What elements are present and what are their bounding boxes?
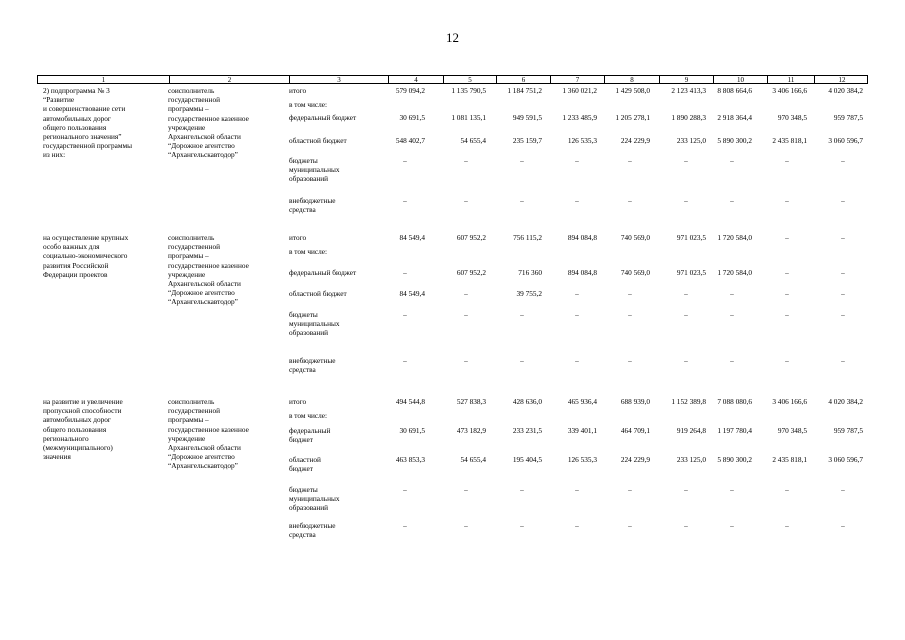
executor-text: “Дорожное агентство [168, 141, 235, 151]
section-title: развития Российской [43, 260, 109, 270]
amount-cell: 7 088 080,6 [717, 397, 752, 406]
section-title: регионального значения” [43, 132, 122, 141]
header-cell: 8 [604, 76, 659, 83]
empty-value: – [575, 356, 579, 365]
amount-cell: 494 544,8 [395, 397, 425, 406]
row-label: в том числе: [289, 411, 328, 420]
amount-cell: 607 952,2 [456, 268, 486, 277]
empty-value: – [730, 521, 734, 530]
empty-value: – [785, 521, 789, 530]
empty-value: – [841, 268, 845, 277]
row-label: средства [289, 205, 316, 215]
row-label: федеральный бюджет [289, 113, 357, 122]
section-title: пропускной способности [43, 406, 122, 416]
empty-value: – [628, 156, 632, 165]
empty-value: – [520, 521, 524, 530]
empty-value: – [464, 289, 468, 298]
amount-cell: 1 360 021,2 [562, 86, 597, 95]
row-label: бюджеты [289, 156, 318, 165]
amount-cell: 1 720 584,0 [717, 233, 752, 242]
row-label: итого [289, 397, 307, 406]
row-label: внебюджетные [289, 356, 336, 365]
amount-cell: 756 115,2 [513, 233, 542, 242]
row-label: внебюджетные [289, 521, 336, 530]
section-title: автомобильных дорог [43, 415, 111, 425]
amount-cell: 959 787,5 [833, 113, 863, 122]
amount-cell: 2 435 818,1 [772, 136, 807, 145]
amount-cell: 579 094,2 [395, 86, 425, 95]
empty-value: – [464, 310, 468, 319]
header-cell: 3 [289, 76, 388, 83]
amount-cell: 84 549,4 [399, 289, 425, 298]
row-label: бюджет [289, 435, 313, 445]
empty-value: – [785, 233, 789, 242]
amount-cell: 465 936,4 [567, 397, 597, 406]
empty-value: – [403, 356, 407, 365]
row-label: областной бюджет [289, 289, 347, 298]
row-label: федеральный бюджет [289, 268, 357, 277]
amount-cell: 2 435 818,1 [772, 455, 807, 464]
amount-cell: 473 182,9 [456, 426, 486, 435]
section-title: регионального [43, 433, 89, 443]
header-cell: 2 [169, 76, 289, 83]
executor-text: государственное казенное [168, 424, 249, 434]
empty-value: – [684, 485, 688, 494]
executor-text: государственной [168, 95, 221, 105]
executor-text: программы – [168, 415, 209, 425]
amount-cell: 716 360 [518, 268, 542, 277]
amount-cell: 3 060 596,7 [828, 136, 863, 145]
executor-text: соисполнитель [168, 233, 215, 242]
amount-cell: 607 952,2 [456, 233, 486, 242]
empty-value: – [575, 485, 579, 494]
row-label: областной [289, 455, 321, 464]
executor-text: соисполнитель [168, 86, 215, 95]
amount-cell: 894 084,8 [567, 268, 597, 277]
amount-cell: 2 123 413,3 [671, 86, 706, 95]
empty-value: – [464, 196, 468, 205]
section-title: государственной программы [43, 141, 133, 151]
header-cell: 12 [814, 76, 869, 83]
executor-text: программы – [168, 104, 209, 114]
row-label: итого [289, 86, 307, 95]
row-label: в том числе: [289, 100, 328, 109]
executor-text: “Дорожное агентство [168, 452, 235, 462]
section-title: значения [43, 452, 71, 462]
amount-cell: 894 084,8 [567, 233, 597, 242]
executor-text: программы – [168, 251, 209, 261]
empty-value: – [464, 156, 468, 165]
empty-value: – [841, 233, 845, 242]
empty-value: – [520, 156, 524, 165]
empty-value: – [684, 196, 688, 205]
section-title: общего пользования [43, 424, 107, 434]
empty-value: – [628, 521, 632, 530]
amount-cell: 30 691,5 [399, 426, 425, 435]
row-label: средства [289, 365, 316, 375]
section-title: из них: [43, 150, 66, 160]
header-cell: 11 [767, 76, 814, 83]
executor-text: Архангельской области [168, 132, 241, 141]
section-title: Федерации проектов [43, 269, 108, 279]
empty-value: – [628, 289, 632, 298]
row-label: образований [289, 328, 329, 338]
amount-cell: 688 939,0 [620, 397, 650, 406]
executor-text: государственной [168, 242, 221, 252]
executor-text: государственное казенное [168, 260, 249, 270]
empty-value: – [730, 156, 734, 165]
empty-value: – [684, 289, 688, 298]
row-label: средства [289, 530, 316, 540]
amount-cell: 463 853,3 [395, 455, 425, 464]
amount-cell: 949 591,5 [512, 113, 542, 122]
empty-value: – [464, 521, 468, 530]
row-label: итого [289, 233, 307, 242]
executor-text: соисполнитель [168, 397, 215, 406]
amount-cell: 1 233 485,9 [562, 113, 597, 122]
amount-cell: 5 890 300,2 [717, 455, 752, 464]
amount-cell: 2 918 364,4 [717, 113, 752, 122]
empty-value: – [520, 356, 524, 365]
amount-cell: 1 720 584,0 [717, 268, 752, 277]
row-label: федеральный [289, 426, 331, 435]
amount-cell: 3 406 166,6 [772, 86, 807, 95]
amount-cell: 8 808 664,6 [717, 86, 752, 95]
amount-cell: 4 020 384,2 [828, 397, 863, 406]
amount-cell: 339 401,1 [567, 426, 597, 435]
empty-value: – [403, 310, 407, 319]
empty-value: – [628, 196, 632, 205]
section-title: (межмуниципального) [43, 443, 113, 452]
amount-cell: 233 231,5 [512, 426, 542, 435]
amount-cell: 464 709,1 [620, 426, 650, 435]
amount-cell: 527 838,3 [456, 397, 486, 406]
amount-cell: 54 655,4 [460, 136, 486, 145]
header-cell: 4 [388, 76, 443, 83]
empty-value: – [684, 356, 688, 365]
section-title: 2) подпрограмма № 3 [43, 86, 110, 95]
empty-value: – [684, 310, 688, 319]
amount-cell: 1 184 751,2 [507, 86, 542, 95]
amount-cell: 4 020 384,2 [828, 86, 863, 95]
empty-value: – [684, 156, 688, 165]
executor-text: Архангельской области [168, 443, 241, 452]
amount-cell: 1 152 389,8 [671, 397, 706, 406]
header-cell: 7 [550, 76, 604, 83]
amount-cell: 224 229,9 [620, 455, 650, 464]
header-cell: 9 [659, 76, 713, 83]
executor-text: “Архангельскавтодор” [168, 461, 238, 471]
empty-value: – [628, 310, 632, 319]
empty-value: – [403, 196, 407, 205]
empty-value: – [684, 521, 688, 530]
header-cell: 5 [443, 76, 496, 83]
empty-value: – [730, 310, 734, 319]
empty-value: – [785, 289, 789, 298]
empty-value: – [730, 289, 734, 298]
header-cell: 6 [496, 76, 550, 83]
empty-value: – [785, 156, 789, 165]
amount-cell: 1 890 288,3 [671, 113, 706, 122]
empty-value: – [730, 356, 734, 365]
empty-value: – [841, 156, 845, 165]
empty-value: – [575, 289, 579, 298]
section-title: социально-экономического [43, 251, 128, 261]
row-label: образований [289, 503, 329, 513]
section-title: на развитие и увеличение [43, 397, 123, 406]
amount-cell: 971 023,5 [676, 268, 706, 277]
empty-value: – [841, 356, 845, 365]
amount-cell: 548 402,7 [395, 136, 425, 145]
amount-cell: 195 404,5 [512, 455, 542, 464]
empty-value: – [628, 485, 632, 494]
amount-cell: 959 787,5 [833, 426, 863, 435]
empty-value: – [841, 521, 845, 530]
section-title: “Развитие [43, 95, 75, 105]
executor-text: “Архангельскавтодор” [168, 297, 238, 307]
row-label: бюджеты [289, 310, 318, 319]
executor-text: государственное казенное [168, 113, 249, 123]
amount-cell: 126 535,3 [567, 136, 597, 145]
empty-value: – [403, 156, 407, 165]
section-title: и совершенствование сети [43, 104, 126, 114]
amount-cell: 970 348,5 [777, 426, 807, 435]
column-number-header [37, 75, 868, 84]
row-label: образований [289, 174, 329, 184]
executor-text: “Дорожное агентство [168, 288, 235, 298]
empty-value: – [841, 310, 845, 319]
empty-value: – [730, 485, 734, 494]
section-title: автомобильных дорог [43, 113, 111, 123]
amount-cell: 919 264,8 [676, 426, 706, 435]
amount-cell: 126 535,3 [567, 455, 597, 464]
amount-cell: 235 159,7 [512, 136, 542, 145]
amount-cell: 54 655,4 [460, 455, 486, 464]
empty-value: – [403, 485, 407, 494]
amount-cell: 1 081 135,1 [451, 113, 486, 122]
amount-cell: 1 205 278,1 [615, 113, 650, 122]
executor-text: учреждение [168, 269, 206, 279]
row-label: муниципальных [289, 319, 340, 329]
header-cell: 1 [101, 76, 106, 84]
page-number: 12 [446, 30, 459, 45]
amount-cell: 3 406 166,6 [772, 397, 807, 406]
amount-cell: 3 060 596,7 [828, 455, 863, 464]
empty-value: – [520, 196, 524, 205]
amount-cell: 233 125,0 [676, 455, 706, 464]
row-label: областной бюджет [289, 136, 347, 145]
executor-text: учреждение [168, 122, 206, 132]
amount-cell: 84 549,4 [399, 233, 425, 242]
empty-value: – [785, 485, 789, 494]
amount-cell: 428 636,0 [512, 397, 542, 406]
amount-cell: 233 125,0 [676, 136, 706, 145]
row-label: в том числе: [289, 247, 328, 256]
empty-value: – [575, 196, 579, 205]
empty-value: – [520, 485, 524, 494]
section-title: на осуществление крупных [43, 233, 129, 242]
executor-text: “Архангельскавтодор” [168, 150, 238, 160]
empty-value: – [403, 268, 407, 277]
empty-value: – [841, 289, 845, 298]
row-label: бюджеты [289, 485, 318, 494]
empty-value: – [785, 310, 789, 319]
amount-cell: 39 755,2 [516, 289, 542, 298]
empty-value: – [575, 310, 579, 319]
amount-cell: 5 890 300,2 [717, 136, 752, 145]
empty-value: – [520, 310, 524, 319]
executor-text: учреждение [168, 433, 206, 443]
empty-value: – [785, 268, 789, 277]
amount-cell: 1 197 780,4 [717, 426, 752, 435]
row-label: муниципальных [289, 494, 340, 504]
executor-text: Архангельской области [168, 279, 241, 288]
section-title: общего пользования [43, 122, 107, 132]
empty-value: – [785, 196, 789, 205]
section-title: особо важных для [43, 242, 100, 252]
header-cell: 10 [713, 76, 767, 83]
empty-value: – [464, 485, 468, 494]
empty-value: – [464, 356, 468, 365]
row-label: внебюджетные [289, 196, 336, 205]
row-label: муниципальных [289, 165, 340, 175]
amount-cell: 224 229,9 [620, 136, 650, 145]
amount-cell: 1 429 508,0 [615, 86, 650, 95]
empty-value: – [575, 156, 579, 165]
amount-cell: 740 569,0 [620, 268, 650, 277]
amount-cell: 970 348,5 [777, 113, 807, 122]
row-label: бюджет [289, 464, 313, 474]
empty-value: – [403, 521, 407, 530]
amount-cell: 740 569,0 [620, 233, 650, 242]
empty-value: – [730, 196, 734, 205]
empty-value: – [785, 356, 789, 365]
empty-value: – [628, 356, 632, 365]
empty-value: – [575, 521, 579, 530]
empty-value: – [841, 196, 845, 205]
amount-cell: 971 023,5 [676, 233, 706, 242]
amount-cell: 30 691,5 [399, 113, 425, 122]
executor-text: государственной [168, 406, 221, 416]
amount-cell: 1 135 790,5 [451, 86, 486, 95]
empty-value: – [841, 485, 845, 494]
